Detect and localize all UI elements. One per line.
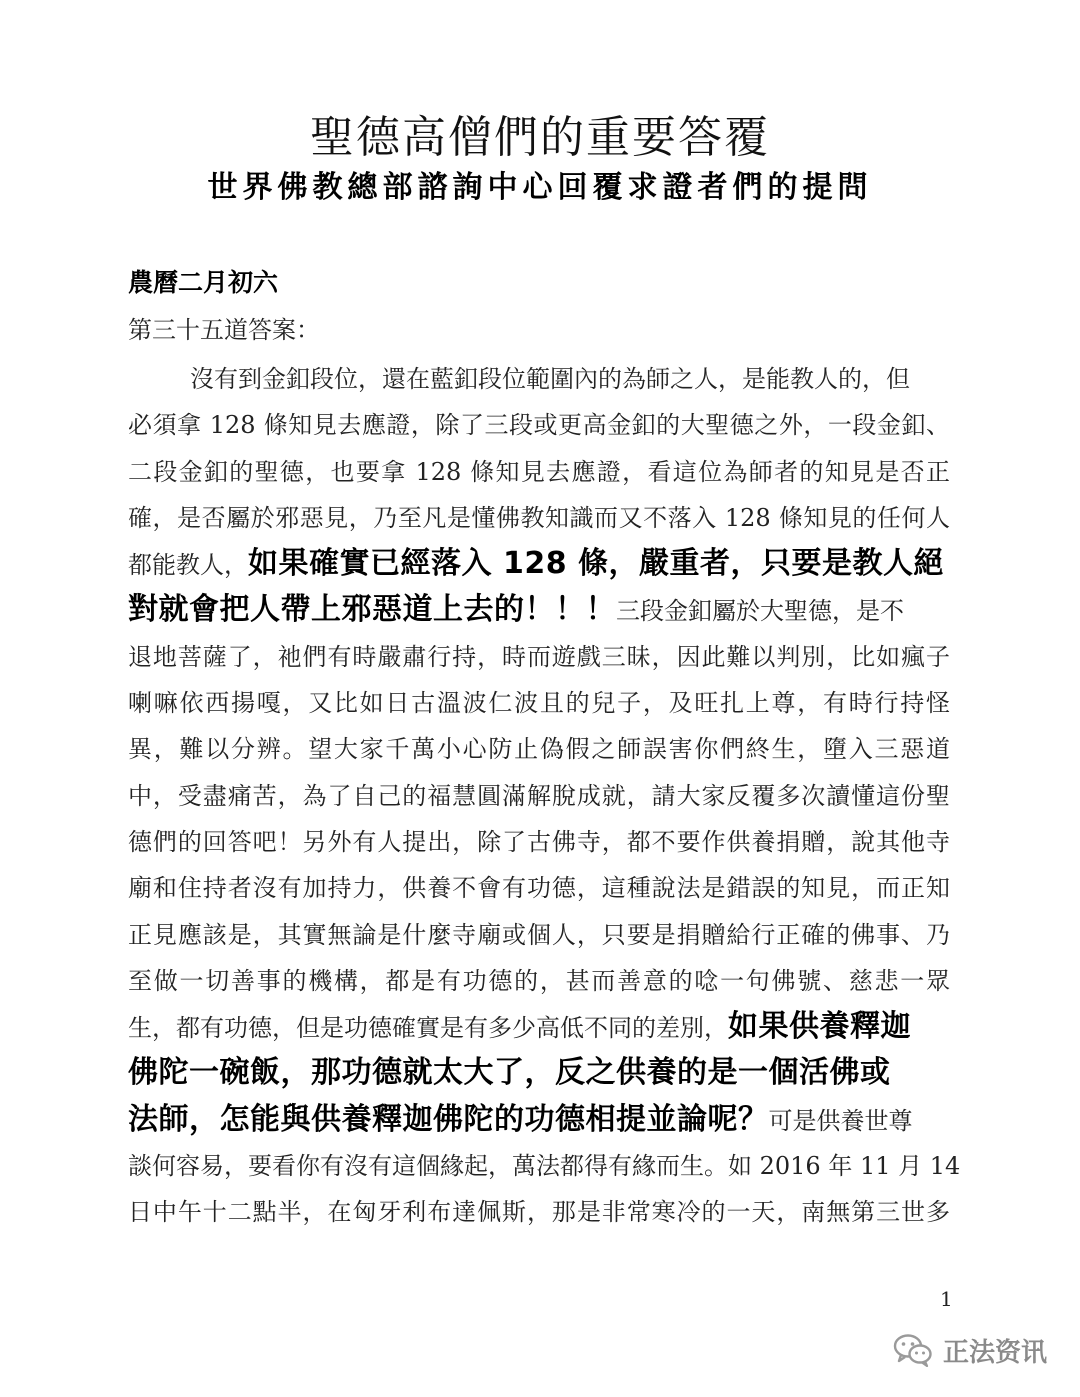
emphasis-text: 如果供養釋迦 bbox=[728, 1009, 911, 1045]
body-line: 正見應該是，其實無論是什麼寺廟或個人，只要是捐贈給行正確的佛事、乃 bbox=[128, 920, 950, 949]
body-line: 必須拿 128 條知見去應證，除了三段或更高金釦的大聖德之外，一段金釦、 bbox=[128, 411, 950, 440]
body-paragraph bbox=[128, 356, 961, 1236]
page-subtitle: 世界佛教總部諮詢中心回覆求證者們的提問 bbox=[207, 170, 873, 205]
body-line: 中，受盡痛苦，為了自己的福慧圓滿解脫成就，請大家反覆多次讀懂這份聖 bbox=[128, 781, 950, 810]
body-line bbox=[128, 541, 950, 587]
watermark-text: 正法资讯 bbox=[943, 1337, 1048, 1368]
emphasis-text: 對就會把人帶上邪惡道上去的！！！ bbox=[128, 592, 616, 628]
body-line: 至做一切善事的機構，都是有功德的，甚而善意的唸一句佛號、慈悲一眾 bbox=[128, 966, 950, 995]
watermark bbox=[893, 1330, 1047, 1370]
body-line: 退地菩薩了，祂們有時嚴肅行持，時而遊戲三昧，因此難以判別，比如瘋子 bbox=[128, 642, 950, 671]
body-line: 異，難以分辨。望大家千萬小心防止偽假之師誤害你們終生，墮入三惡道 bbox=[128, 735, 950, 764]
page-number: 1 bbox=[940, 1287, 953, 1311]
body-line bbox=[128, 587, 950, 633]
body-text-normal: 都能教人， bbox=[128, 551, 248, 580]
emphasis-text: 法師，怎能與供養釋迦佛陀的功德相提並論呢？ bbox=[128, 1101, 769, 1137]
emphasis-text: 佛陀一碗飯，那功德就太大了，反之供養的是一個活佛或 bbox=[128, 1055, 891, 1091]
body-text-normal: 三段金釦屬於大聖德，是不 bbox=[616, 597, 904, 626]
body-text-normal: 可是供養世尊 bbox=[768, 1106, 913, 1135]
body-line bbox=[128, 1050, 950, 1096]
body-line: 喇嘛依西揚嘎，又比如日古溫波仁波且的兒子，及旺扎上尊，有時行持怪 bbox=[128, 689, 950, 718]
page-title: 聖德高僧們的重要答覆 bbox=[310, 112, 770, 163]
body-line: 沒有到金釦段位，還在藍釦段位範圍內的為師之人，是能教人的，但 bbox=[190, 365, 910, 393]
wechat-icon bbox=[893, 1333, 933, 1367]
body-line: 日中午十二點半，在匈牙利布達佩斯，那是非常寒冷的一天，南無第三世多 bbox=[128, 1198, 950, 1227]
body-text-normal: 生，都有功德，但是功德確實是有多少高低不同的差別， bbox=[128, 1014, 728, 1043]
body-line: 德們的回答吧！另外有人提出，除了古佛寺，都不要作供養捐贈，說其他寺 bbox=[128, 827, 950, 856]
body-line: 二段金釦的聖德，也要拿 128 條知見去應證，看這位為師者的知見是否正 bbox=[128, 457, 950, 486]
body-line: 廟和住持者沒有加持力，供養不會有功德，這種說法是錯誤的知見，而正知 bbox=[128, 874, 950, 903]
date-heading: 農曆二月初六 bbox=[128, 268, 279, 297]
answer-label: 第三十五道答案： bbox=[128, 316, 320, 344]
emphasis-text: 如果確實已經落入 128 條，嚴重者，只要是教人絕 bbox=[248, 546, 945, 582]
body-line: 談何容易，要看你有沒有這個緣起，萬法都得有緣而生。如 2016 年 11 月 14 bbox=[128, 1152, 961, 1181]
body-line: 確，是否屬於邪惡見，乃至凡是懂佛教知識而又不落入 128 條知見的任何人 bbox=[128, 503, 950, 532]
body-line bbox=[128, 1097, 950, 1143]
body-line bbox=[128, 1004, 950, 1050]
